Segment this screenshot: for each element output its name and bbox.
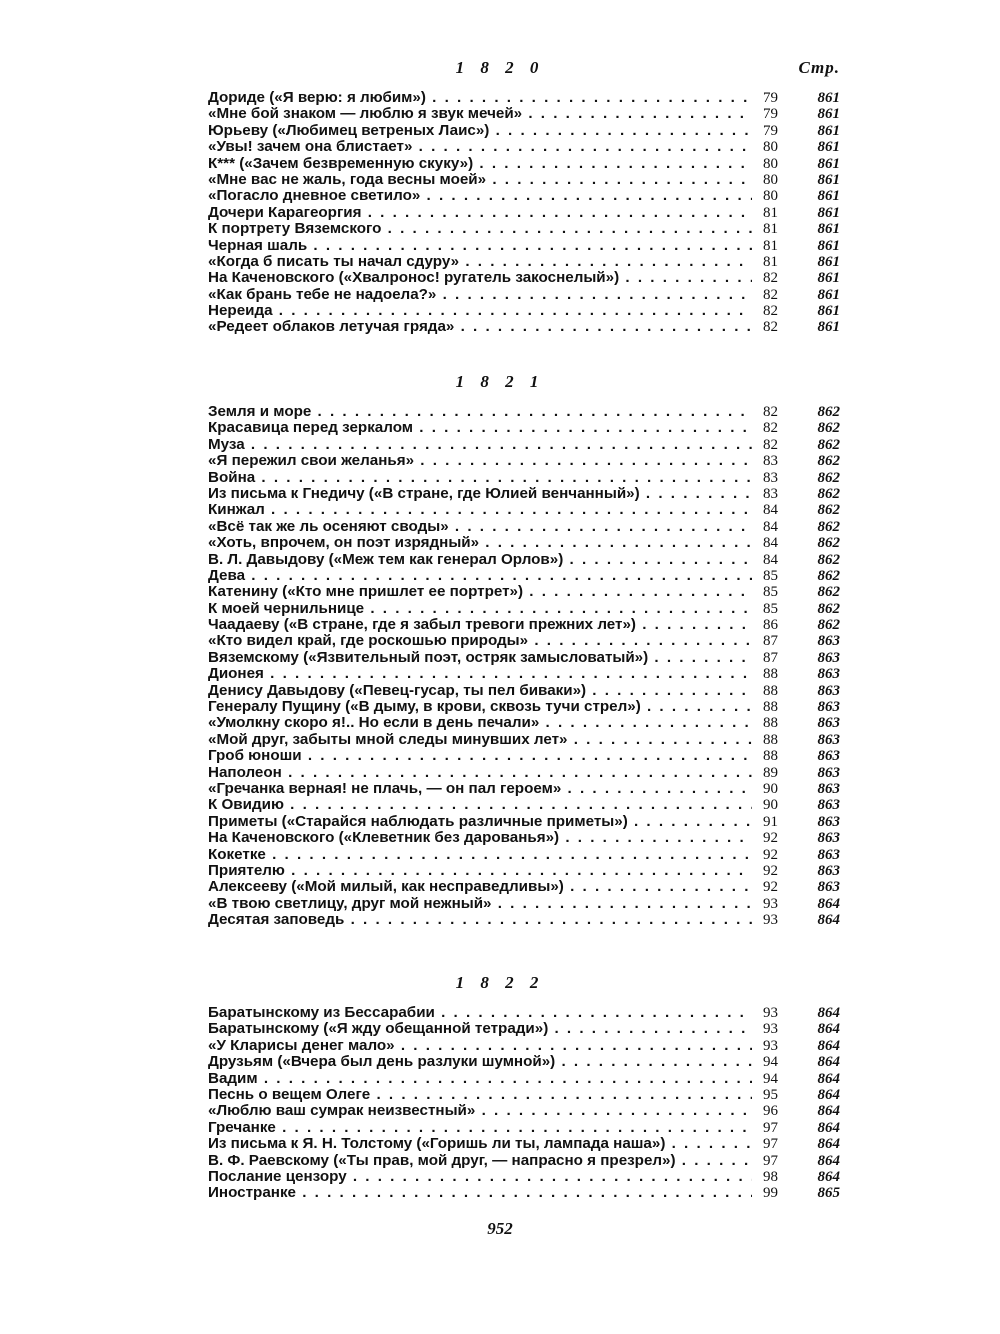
toc-entry	[208, 879, 840, 895]
entry-title: Десятая заповедь . . .	[208, 912, 752, 928]
entry-title: В. Ф. Раевскому («Ты прав, мой друг, — напрасно я презрел») . . .	[208, 1153, 752, 1169]
toc-entry	[208, 683, 840, 699]
section-year-1820: 1 8 2 0	[455, 58, 545, 77]
entry-title: «Мне вас не жаль, года весны моей» . . .	[208, 172, 752, 188]
section-year-1821: 1 8 2 1	[455, 372, 545, 391]
toc-entry	[208, 519, 840, 535]
entry-comment-page: 865	[817, 1185, 840, 1202]
entry-page: 87	[763, 633, 778, 650]
entry-page: 90	[763, 780, 778, 797]
entry-title: Муза . . .	[208, 437, 752, 453]
entry-page: 92	[763, 879, 778, 896]
entry-comment-page: 864	[817, 1070, 840, 1087]
toc-entry	[208, 1071, 840, 1087]
entry-comment-page: 862	[817, 600, 840, 617]
entry-comment-page: 862	[817, 535, 840, 552]
entry-page: 85	[763, 584, 778, 601]
entry-comment-page: 861	[817, 253, 840, 270]
entry-title: «Мой друг, забыты мной следы минувших лет» . . .	[208, 732, 752, 748]
entry-title: Кинжал . . .	[208, 502, 752, 518]
entry-comment-page: 862	[817, 485, 840, 502]
entry-page: 94	[763, 1070, 778, 1087]
entry-title: Песнь о вещем Олеге . . .	[208, 1087, 752, 1103]
entry-page: 84	[763, 518, 778, 535]
page-number: 952	[487, 1219, 513, 1238]
entry-comment-page: 862	[817, 469, 840, 486]
toc-entry	[208, 797, 840, 813]
entry-page: 80	[763, 139, 778, 156]
entry-page: 82	[763, 420, 778, 437]
entry-comment-page: 862	[817, 567, 840, 584]
entry-comment-page: 862	[817, 551, 840, 568]
entry-title: «Умолкну скоро я!.. Но если в день печали» . . .	[208, 715, 752, 731]
entry-page: 83	[763, 469, 778, 486]
entry-comment-page: 861	[817, 90, 840, 106]
toc-entry	[208, 863, 840, 879]
toc-entry	[208, 912, 840, 928]
entry-page: 79	[763, 106, 778, 123]
entry-page: 88	[763, 682, 778, 699]
entry-page: 97	[763, 1152, 778, 1169]
toc-entry	[208, 1169, 840, 1185]
entry-title: К*** («Зачем безвременную скуку») . . .	[208, 156, 752, 172]
entry-comment-page: 861	[817, 270, 840, 287]
toc-entry	[208, 287, 840, 303]
entry-title: Денису Давыдову («Певец-гусар, ты пел биваки») . . .	[208, 683, 752, 699]
entry-title: На Каченовского («Клеветник без дарованья») . . .	[208, 830, 752, 846]
toc-entry	[208, 568, 840, 584]
entry-comment-page: 863	[817, 780, 840, 797]
entry-comment-page: 863	[817, 797, 840, 814]
entry-page: 93	[763, 895, 778, 912]
entry-title: «У Клариcы денег мало» . . .	[208, 1038, 752, 1054]
entry-comment-page: 864	[817, 1103, 840, 1120]
entry-comment-page: 863	[817, 846, 840, 863]
toc-entry	[208, 502, 840, 518]
toc-entry	[208, 270, 840, 286]
entry-title: «Гречанка верная! не плачь, — он пал героем» . . .	[208, 781, 752, 797]
entry-comment-page: 862	[817, 436, 840, 453]
toc-entry	[208, 1136, 840, 1152]
entry-comment-page: 864	[817, 1054, 840, 1071]
entry-comment-page: 864	[817, 1005, 840, 1021]
entry-comment-page: 861	[817, 139, 840, 156]
entry-page: 87	[763, 649, 778, 666]
entry-comment-page: 862	[817, 518, 840, 535]
entry-title: Вяземскому («Язвительный поэт, остряк замысловатый») . . .	[208, 650, 752, 666]
entry-title: Гроб юноши . . .	[208, 748, 752, 764]
entry-comment-page: 861	[817, 204, 840, 221]
toc-entry	[208, 601, 840, 617]
entry-page: 81	[763, 237, 778, 254]
toc-entry	[208, 254, 840, 270]
entry-title: На Каченовского («Хвалронос! ругатель закоснелый») . . .	[208, 270, 752, 286]
entry-comment-page: 864	[817, 912, 840, 929]
entry-comment-page: 864	[817, 1021, 840, 1038]
entry-page: 82	[763, 319, 778, 336]
entry-page: 92	[763, 862, 778, 879]
entry-title: Из письма к Гнедичу («В стране, где Юлией венчанный») . . .	[208, 486, 752, 502]
entry-title: «Я пережил свои желанья» . . .	[208, 453, 752, 469]
entry-comment-page: 863	[817, 649, 840, 666]
entry-page: 88	[763, 666, 778, 683]
entry-title: К моей чернильнице . . .	[208, 601, 752, 617]
toc-entry	[208, 715, 840, 731]
entry-page: 92	[763, 830, 778, 847]
entry-comment-page: 862	[817, 420, 840, 437]
entry-title: «Как брань тебе не надоела?» . . .	[208, 287, 752, 303]
entry-page: 84	[763, 551, 778, 568]
toc-entry	[208, 1054, 840, 1070]
entry-page: 79	[763, 122, 778, 139]
entry-title: «Всё так же ль осеняют своды» . . .	[208, 519, 752, 535]
entry-title: Юрьеву («Любимец ветреных Лаис») . . .	[208, 123, 752, 139]
toc-entry	[208, 1103, 840, 1119]
entry-comment-page: 863	[817, 879, 840, 896]
entry-title: «В твою светлицу, друг мой нежный» . . .	[208, 896, 752, 912]
toc-entry	[208, 552, 840, 568]
toc-entry	[208, 437, 840, 453]
entry-title: К Овидию . . .	[208, 797, 752, 813]
entry-comment-page: 863	[817, 666, 840, 683]
entry-title: «Хоть, впрочем, он поэт изрядный» . . .	[208, 535, 752, 551]
toc-entry	[208, 748, 840, 764]
entry-comment-page: 861	[817, 286, 840, 303]
toc-entry	[208, 404, 840, 420]
entry-comment-page: 862	[817, 584, 840, 601]
entry-page: 93	[763, 1021, 778, 1038]
entry-title: Красавица перед зеркалом . . .	[208, 420, 752, 436]
entry-title: Баратынскому из Бессарабии . . .	[208, 1005, 752, 1021]
toc-entry	[208, 420, 840, 436]
toc-entry	[208, 1005, 840, 1021]
entry-page: 82	[763, 404, 778, 420]
entry-comment-page: 863	[817, 715, 840, 732]
entry-comment-page: 862	[817, 502, 840, 519]
toc-entry	[208, 303, 840, 319]
entry-page: 89	[763, 764, 778, 781]
entry-title: Послание цензору . . .	[208, 1169, 752, 1185]
toc-entry	[208, 1185, 840, 1201]
entry-comment-page: 861	[817, 237, 840, 254]
entry-page: 96	[763, 1103, 778, 1120]
entry-page: 88	[763, 731, 778, 748]
entry-page: 81	[763, 204, 778, 221]
entry-page: 99	[763, 1185, 778, 1202]
entry-title: Алексееву («Мой милый, как несправедливы») . . .	[208, 879, 752, 895]
entry-title: «Когда б писать ты начал сдуру» . . .	[208, 254, 752, 270]
entry-comment-page: 861	[817, 122, 840, 139]
entry-title: Земля и море . . .	[208, 404, 752, 420]
toc-entry	[208, 896, 840, 912]
entry-page: 98	[763, 1168, 778, 1185]
toc-entry	[208, 188, 840, 204]
toc-entry	[208, 633, 840, 649]
entry-page: 80	[763, 171, 778, 188]
entry-title: К портрету Вяземского . . .	[208, 221, 752, 237]
entry-comment-page: 862	[817, 617, 840, 634]
entry-comment-page: 864	[817, 895, 840, 912]
toc-entry	[208, 781, 840, 797]
entry-title: «Мне бой знаком — люблю я звук мечей» . . .	[208, 106, 752, 122]
entry-title: «Кто видел край, где роскошью природы» . . .	[208, 633, 752, 649]
toc-entry	[208, 486, 840, 502]
entry-page: 80	[763, 188, 778, 205]
toc-entry	[208, 732, 840, 748]
toc-entry	[208, 90, 840, 106]
toc-entry	[208, 221, 840, 237]
toc-entry	[208, 535, 840, 551]
toc-entry	[208, 617, 840, 633]
entry-title: Чаадаеву («В стране, где я забыл тревоги прежних лет») . . .	[208, 617, 752, 633]
entry-comment-page: 863	[817, 633, 840, 650]
entry-page: 93	[763, 912, 778, 929]
toc-entry	[208, 830, 840, 846]
toc-list-1822	[208, 1005, 840, 1202]
entry-page: 95	[763, 1086, 778, 1103]
entry-title: «Увы! зачем она блистает» . . .	[208, 139, 752, 155]
entry-title: Катенину («Кто мне пришлет ее портрет») . . .	[208, 584, 752, 600]
entry-comment-page: 864	[817, 1119, 840, 1136]
toc-entry	[208, 172, 840, 188]
entry-page: 88	[763, 748, 778, 765]
toc-entry	[208, 699, 840, 715]
entry-comment-page: 863	[817, 731, 840, 748]
entry-comment-page: 861	[817, 303, 840, 320]
entry-page: 91	[763, 813, 778, 830]
toc-entry	[208, 123, 840, 139]
entry-title: Приятелю . . .	[208, 863, 752, 879]
entry-title: Черная шаль . . .	[208, 238, 752, 254]
entry-title: Дочери Карагеоргия . . .	[208, 205, 752, 221]
entry-comment-page: 861	[817, 171, 840, 188]
toc-list-1821	[208, 404, 840, 929]
entry-title: Война . . .	[208, 470, 752, 486]
entry-page: 84	[763, 502, 778, 519]
entry-comment-page: 863	[817, 862, 840, 879]
toc-entry	[208, 470, 840, 486]
entry-comment-page: 863	[817, 813, 840, 830]
entry-title: «Люблю ваш сумрак неизвестный» . . .	[208, 1103, 752, 1119]
entry-comment-page: 864	[817, 1152, 840, 1169]
entry-page: 80	[763, 155, 778, 172]
toc-entry	[208, 156, 840, 172]
section-year-1822: 1 8 2 2	[455, 973, 545, 992]
entry-comment-page: 864	[817, 1136, 840, 1153]
page-column-label: Стр.	[798, 58, 840, 77]
entry-title: Нереида . . .	[208, 303, 752, 319]
entry-title: Гречанке . . .	[208, 1120, 752, 1136]
entry-page: 85	[763, 567, 778, 584]
toc-entry	[208, 205, 840, 221]
toc-entry	[208, 584, 840, 600]
entry-page: 88	[763, 715, 778, 732]
entry-title: Наполеон . . .	[208, 765, 752, 781]
entry-title: Кокетке . . .	[208, 847, 752, 863]
entry-comment-page: 862	[817, 453, 840, 470]
entry-comment-page: 863	[817, 699, 840, 716]
entry-page: 97	[763, 1136, 778, 1153]
toc-entry	[208, 453, 840, 469]
entry-comment-page: 861	[817, 221, 840, 238]
entry-page: 83	[763, 453, 778, 470]
entry-comment-page: 862	[817, 404, 840, 420]
entry-comment-page: 863	[817, 748, 840, 765]
entry-comment-page: 861	[817, 155, 840, 172]
toc-entry	[208, 1120, 840, 1136]
entry-comment-page: 863	[817, 764, 840, 781]
entry-page: 82	[763, 270, 778, 287]
entry-comment-page: 864	[817, 1168, 840, 1185]
entry-page: 82	[763, 303, 778, 320]
toc-entry	[208, 814, 840, 830]
toc-entry	[208, 106, 840, 122]
entry-title: Из письма к Я. Н. Толстому («Горишь ли ты, лампада наша») . . .	[208, 1136, 752, 1152]
entry-title: Друзьям («Вчера был день разлуки шумной») . . .	[208, 1054, 752, 1070]
entry-title: «Редеет облаков летучая гряда» . . .	[208, 319, 752, 335]
entry-page: 81	[763, 221, 778, 238]
toc-entry	[208, 1087, 840, 1103]
toc-entry	[208, 1038, 840, 1054]
toc-entry	[208, 139, 840, 155]
entry-comment-page: 861	[817, 188, 840, 205]
entry-comment-page: 864	[817, 1037, 840, 1054]
toc-entry	[208, 319, 840, 335]
entry-page: 97	[763, 1119, 778, 1136]
entry-page: 81	[763, 253, 778, 270]
entry-title: Генералу Пущину («В дыму, в крови, сквозь тучи стрел») . . .	[208, 699, 752, 715]
entry-page: 79	[763, 90, 778, 106]
toc-list-1820	[208, 90, 840, 336]
entry-page: 82	[763, 436, 778, 453]
entry-page: 83	[763, 485, 778, 502]
entry-title: Дева . . .	[208, 568, 752, 584]
entry-comment-page: 861	[817, 319, 840, 336]
entry-page: 82	[763, 286, 778, 303]
entry-page: 93	[763, 1005, 778, 1021]
entry-title: Дориде («Я верю: я любим») . . .	[208, 90, 752, 106]
entry-title: Приметы («Старайся наблюдать различные приметы») . . .	[208, 814, 752, 830]
entry-page: 88	[763, 699, 778, 716]
toc-entry	[208, 650, 840, 666]
entry-title: Иностранке . . .	[208, 1185, 752, 1201]
entry-page: 90	[763, 797, 778, 814]
entry-title: Дионея . . .	[208, 666, 752, 682]
entry-comment-page: 864	[817, 1086, 840, 1103]
entry-page: 86	[763, 617, 778, 634]
entry-page: 94	[763, 1054, 778, 1071]
entry-comment-page: 861	[817, 106, 840, 123]
toc-entry	[208, 1153, 840, 1169]
entry-comment-page: 863	[817, 830, 840, 847]
entry-title: В. Л. Давыдову («Меж тем как генерал Орлов») . . .	[208, 552, 752, 568]
toc-entry	[208, 765, 840, 781]
entry-title: Вадим . . .	[208, 1071, 752, 1087]
entry-page: 85	[763, 600, 778, 617]
entry-comment-page: 863	[817, 682, 840, 699]
entry-title: «Погасло дневное светило» . . .	[208, 188, 752, 204]
toc-entry	[208, 847, 840, 863]
toc-entry	[208, 238, 840, 254]
entry-page: 84	[763, 535, 778, 552]
entry-title: Баратынскому («Я жду обещанной тетради») . . .	[208, 1021, 752, 1037]
entry-page: 93	[763, 1037, 778, 1054]
toc-entry	[208, 1021, 840, 1037]
entry-page: 92	[763, 846, 778, 863]
toc-entry	[208, 666, 840, 682]
